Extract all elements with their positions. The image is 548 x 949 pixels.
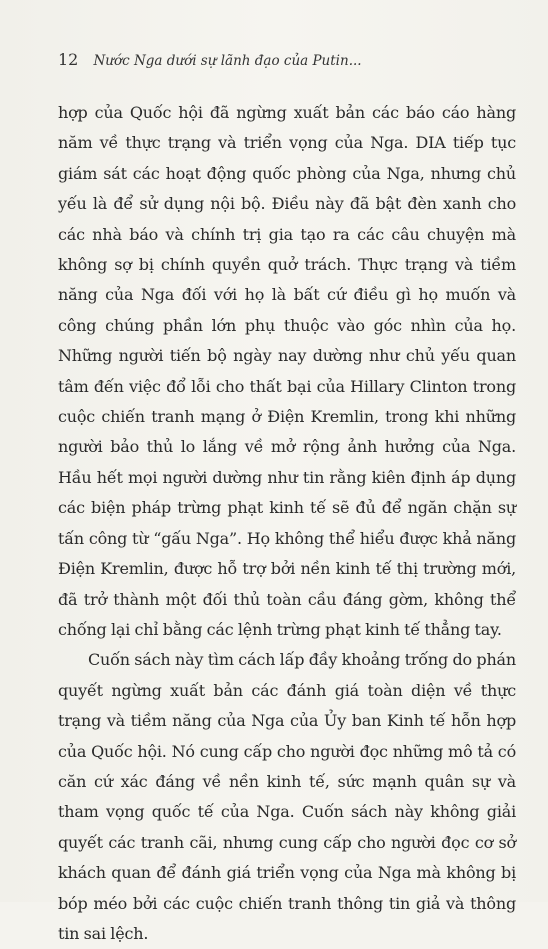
page-header xyxy=(58,50,362,69)
page-number: 12 xyxy=(58,50,79,69)
running-title: Nước Nga dưới sự lãnh đạo của Putin... xyxy=(93,53,362,69)
paragraph-2: Cuốn sách này tìm cách lấp đầy khoảng trống do phán quyết ngừng xuất bản các đánh giá toàn diện về thực trạng và tiềm năng của Nga của Ủy ban Kinh tế hỗn hợp của Quốc hội. Nó cung cấp cho người đọc những mô tả có căn cứ xác đáng về nền kinh tế, sức mạnh quân sự và tham vọng quốc tế của Nga. Cuốn sách này không giải quyết các tranh cãi, nhưng cung cấp cho người đọc cơ sở khách quan để đánh giá triển vọng của Nga mà không bị bóp méo bởi các cuộc chiến tranh thông tin giả và thông tin sai lệch. xyxy=(58,650,516,943)
paragraph-1: hợp của Quốc hội đã ngừng xuất bản các báo cáo hàng năm về thực trạng và triển vọng của Nga. DIA tiếp tục giám sát các hoạt động quốc phòng của Nga, nhưng chủ yếu là để sử dụng nội bộ. Điều này đã bật đèn xanh cho các nhà báo và chính trị gia tạo ra các câu chuyện mà không sợ bị chính quyền quở trách. Thực trạng và tiềm năng của Nga đối với họ là bất cứ điều gì họ muốn và công chúng phần lớn phụ thuộc vào góc nhìn của họ. Những người tiến bộ ngày nay dường như chủ yếu quan tâm đến việc đổ lỗi cho thất bại của Hillary Clinton trong cuộc chiến tranh mạng ở Điện Kremlin, trong khi những người bảo thủ lo lắng về mở rộng ảnh hưởng của Nga. Hầu hết mọi người dường như tin rằng kiên định áp dụng các biện pháp trừng phạt kinh tế sẽ đủ để ngăn chặn sự tấn công từ “gấu Nga”. Họ không thể hiểu được khả năng Điện Kremlin, được hỗ trợ bởi nền kinh tế thị trường mới, đã trở thành một đối thủ toàn cầu đáng gờm, không thể chống lại chỉ bằng các lệnh trừng phạt kinh tế thẳng tay. xyxy=(58,103,516,639)
body-text xyxy=(58,98,516,949)
